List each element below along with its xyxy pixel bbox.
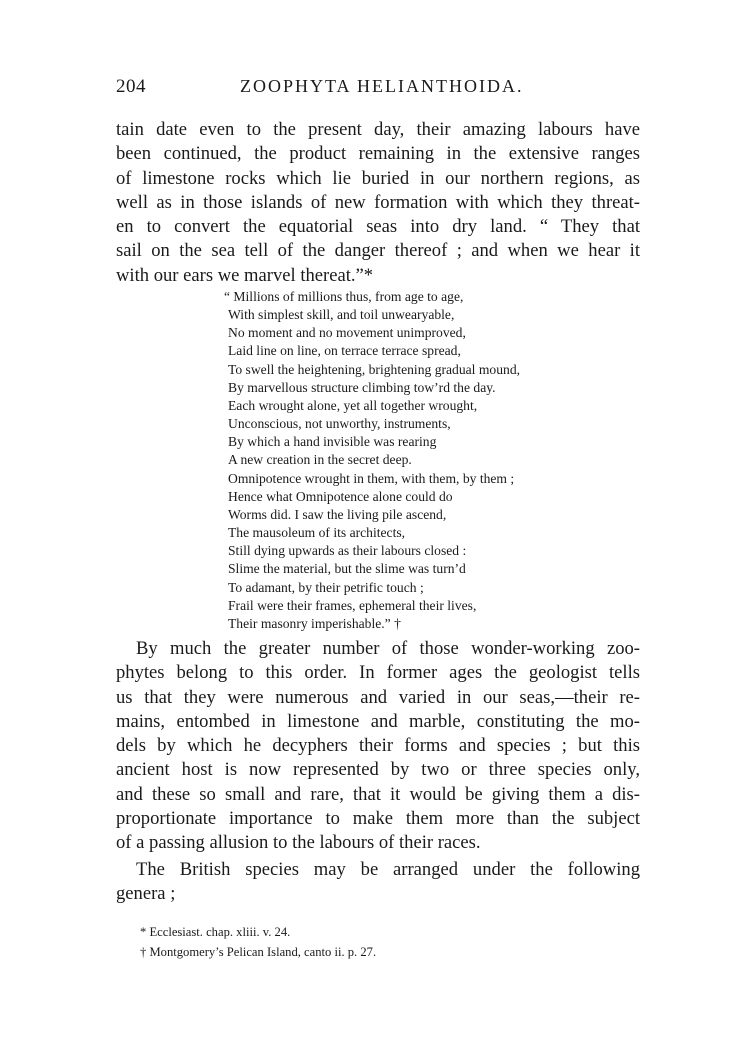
verse-line: Still dying upwards as their labours closed : [228,543,467,559]
page-number: 204 [116,76,146,97]
text-line: By much the greater number of those wonder-working zoo- [136,638,640,659]
text-line: been continued, the product remaining in the extensive ranges [116,143,640,165]
paragraph-continued [116,118,640,288]
verse-line: Slime the material, but the slime was turn’d [228,561,466,577]
verse-line: Laid line on line, on terrace terrace spread, [228,343,461,359]
text-line: of limestone rocks which lie buried in our northern regions, as [116,167,640,189]
text-line: tain date even to the present day, their amazing labours have [116,119,640,140]
verse-line: “ Millions of millions thus, from age to age, [224,289,464,304]
text-line: mains, entombed in limestone and marble, constituting the mo- [116,710,640,732]
verse-line: Their masonry imperishable.” † [228,615,401,631]
text-line: well as in those islands of new formation with which they threat- [116,191,640,213]
verse-line: With simplest skill, and toil unwearyable, [228,307,455,323]
text-line: and these so small and rare, that it would be giving them a dis- [116,783,640,805]
verse-line: Unconscious, not unworthy, instruments, [228,416,451,432]
paragraph-british-species [116,858,640,907]
text-line: en to convert the equatorial seas into dry land. “ They that [116,216,640,238]
text-line: with our ears we marvel thereat.”* [116,264,374,286]
text-line: phytes belong to this order. In former ages the geologist tells [116,662,640,684]
verse-line: Frail were their frames, ephemeral their lives, [228,597,477,613]
verse-line: To adamant, by their petrific touch ; [228,579,424,595]
verse-line: To swell the heightening, brightening gradual mound, [228,361,521,377]
text-line: ancient host is now represented by two or three species only, [116,759,640,781]
verse-line: Hence what Omnipotence alone could do [228,488,453,504]
verse-line: The mausoleum of its architects, [228,525,406,541]
text-line: sail on the sea tell of the danger thereof ; and when we hear it [116,240,640,262]
verse-line: By marvellous structure climbing tow’rd the day. [228,379,496,395]
verse-quotation [224,288,584,633]
verse-line: Each wrought alone, yet all together wrought, [228,397,478,413]
text-line: proportionate importance to make them more than the subject [116,808,640,830]
text-line: us that they were numerous and varied in our seas,—their re- [116,686,640,708]
page-header [116,76,642,106]
paragraph-zoophytes [116,637,640,856]
verse-line: No moment and no movement unimproved, [228,325,466,341]
footnote-ecclesiastes: * Ecclesiast. chap. xliii. v. 24. [140,925,291,939]
footnote-montgomery: † Montgomery’s Pelican Island, canto ii. p. 27. [140,945,377,959]
verse-line: Omnipotence wrought in them, with them, by them ; [228,470,515,486]
text-line: genera ; [116,883,176,905]
text-line: dels by which he decyphers their forms and species ; but this [116,735,640,757]
verse-line: Worms did. I saw the living pile ascend, [228,506,447,522]
verse-line: By which a hand invisible was rearing [228,434,437,450]
running-head: ZOOPHYTA HELIANTHOIDA. [240,76,524,96]
text-line: The British species may be arranged under the following [136,859,640,880]
verse-line: A new creation in the secret deep. [228,452,412,468]
text-line: of a passing allusion to the labours of their races. [116,832,481,854]
footnotes [140,922,640,962]
